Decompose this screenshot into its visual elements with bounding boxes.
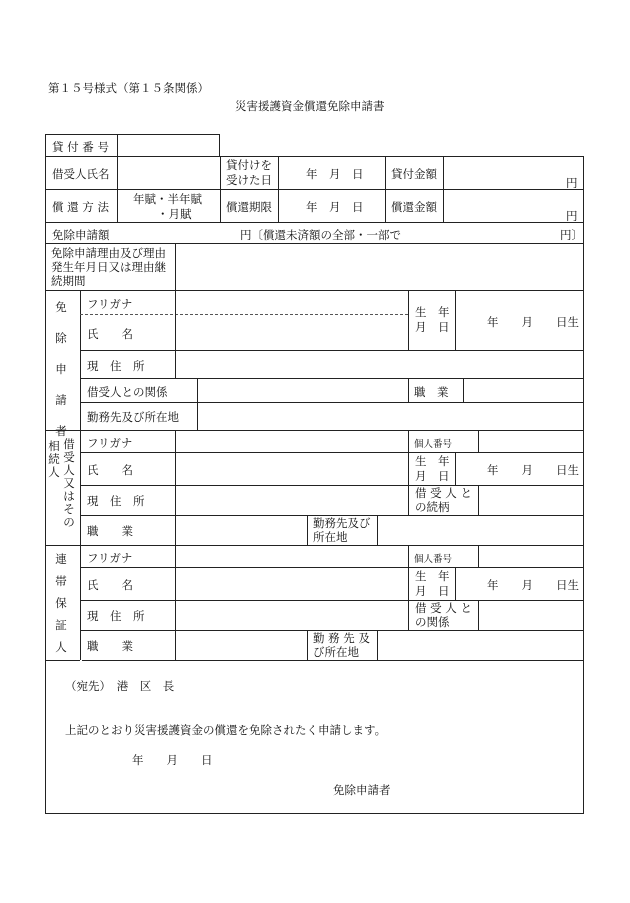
- repay-term-format: 年 月 日: [306, 200, 364, 214]
- footer-applicant-label: 免除申請者: [333, 783, 391, 797]
- applicant-birth-label: 生 年月 日: [415, 305, 450, 334]
- repay-method-label: 償 還 方 法: [52, 200, 109, 214]
- heir-birth-label: 生 年月 日: [415, 454, 450, 483]
- applicant-workplace-label: 勤務先及び所在地: [87, 410, 179, 424]
- loan-amount-label: 貸付金額: [391, 167, 437, 181]
- guarantor-furigana-label: フリガナ: [87, 551, 133, 565]
- heir-personal-number-label: 個人番号: [414, 439, 453, 450]
- guarantor-workplace-label: 勤 務 先 及び所在地: [313, 631, 370, 659]
- borrower-name-label: 借受人氏名: [52, 167, 110, 181]
- heir-section-label-main: 借受人又はその: [63, 437, 75, 529]
- guarantor-address-label: 現 住 所: [87, 609, 145, 623]
- exempt-amount-end: 円〕: [560, 228, 583, 242]
- guarantor-birth-label: 生 年月 日: [415, 569, 450, 598]
- repay-term-label: 償還期限: [226, 200, 272, 214]
- applicant-relation-label: 借受人との関係: [87, 385, 168, 399]
- repay-method-option-1: 年賦・半年賦: [133, 192, 202, 206]
- applicant-furigana-label: フリガナ: [87, 297, 133, 311]
- applicant-section-label: 免除申請者: [55, 300, 67, 438]
- exempt-amount-text: 円〔償還未済額の全部・一部で: [240, 228, 401, 242]
- heir-relation-label: 借 受 人 との続柄: [415, 486, 472, 514]
- form-number: 第１５号様式（第１５条関係）: [48, 81, 209, 95]
- loan-date-label: 貸付けを受けた日: [226, 158, 272, 187]
- repay-method-option-2: ・月賦: [157, 207, 192, 221]
- heir-name-label: 氏 名: [87, 463, 133, 477]
- repay-amount-label: 償還金額: [391, 200, 437, 214]
- heir-section-label-sub: 相続人: [48, 439, 60, 479]
- guarantor-section-label: 連帯保証人: [55, 552, 67, 654]
- exempt-amount-label: 免除申請額: [52, 228, 110, 242]
- loan-date-format: 年 月 日: [306, 167, 364, 181]
- heir-birth-format: 年 月 日生: [487, 463, 579, 477]
- applicant-address-label: 現 住 所: [87, 359, 145, 373]
- guarantor-name-label: 氏 名: [87, 578, 133, 592]
- guarantor-personal-number-label: 個人番号: [414, 554, 453, 565]
- request-statement: 上記のとおり災害援護資金の償還を免除されたく申請します。: [65, 723, 387, 737]
- loan-number-label: 貸 付 番 号: [52, 140, 109, 154]
- addressee: （宛先） 港 区 長: [65, 679, 175, 693]
- heir-address-label: 現 住 所: [87, 494, 145, 508]
- guarantor-birth-format: 年 月 日生: [487, 578, 579, 592]
- applicant-occupation-label: 職 業: [414, 385, 449, 399]
- heir-workplace-label: 勤務先及び所在地: [313, 516, 371, 544]
- form-title: 災害援護資金償還免除申請書: [235, 99, 385, 113]
- guarantor-relation-label: 借 受 人 との関係: [415, 601, 472, 629]
- heir-occupation-label: 職 業: [87, 524, 133, 538]
- reason-label: 免除申請理由及び理由発生年月日又は理由継続期間: [51, 246, 166, 288]
- heir-furigana-label: フリガナ: [87, 436, 133, 450]
- guarantor-occupation-label: 職 業: [87, 639, 133, 653]
- request-date: 年 月 日: [132, 753, 213, 767]
- loan-amount-yen: 円: [566, 176, 578, 190]
- applicant-name-label: 氏 名: [87, 327, 133, 341]
- applicant-birth-format: 年 月 日生: [487, 315, 579, 329]
- repay-amount-yen: 円: [566, 209, 578, 223]
